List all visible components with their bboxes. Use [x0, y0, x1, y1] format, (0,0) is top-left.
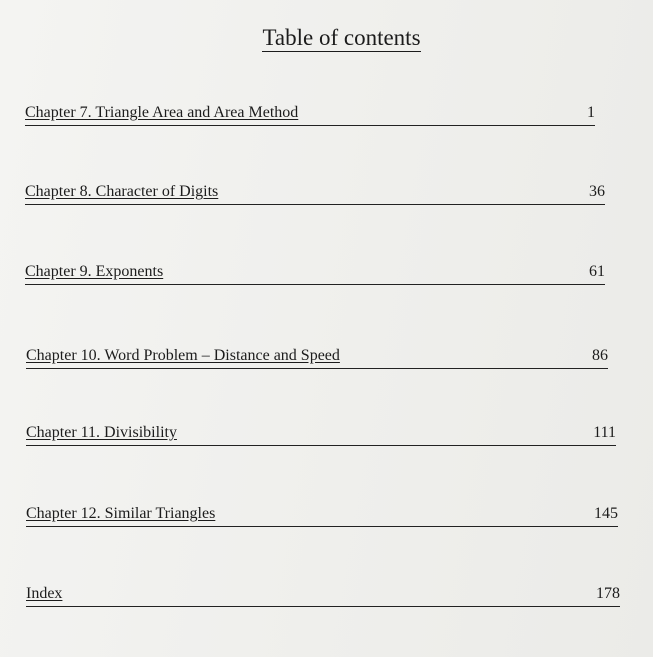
- toc-entry-label: Chapter 10. Word Problem – Distance and Speed: [26, 347, 340, 364]
- toc-entry-page-number: 145: [594, 505, 618, 522]
- toc-entry-chapter-11: [26, 421, 616, 446]
- toc-entry-label: Chapter 11. Divisibility: [26, 424, 177, 441]
- toc-entry-chapter-12: [26, 502, 618, 527]
- toc-entry-label: Chapter 9. Exponents: [25, 263, 164, 280]
- toc-entry-label: Chapter 8. Character of Digits: [25, 183, 219, 200]
- toc-entry-label: Index: [26, 585, 63, 602]
- toc-entry-page-number: 111: [593, 424, 616, 441]
- page-title-text: Table of contents: [262, 25, 421, 50]
- toc-entry-label: Chapter 7. Triangle Area and Area Method: [25, 104, 299, 121]
- page-title: [0, 23, 653, 53]
- toc-entry-page-number: 1: [587, 104, 595, 121]
- toc-entry-page-number: 86: [592, 347, 608, 364]
- toc-entry-chapter-10: [26, 344, 608, 369]
- toc-entry-chapter-9: [25, 260, 605, 285]
- toc-entry-page-number: 36: [589, 183, 605, 200]
- toc-entry-chapter-7: [25, 101, 595, 126]
- toc-entry-index: [26, 582, 620, 607]
- toc-entry-page-number: 178: [596, 585, 620, 602]
- toc-entry-page-number: 61: [589, 263, 605, 280]
- toc-entry-label: Chapter 12. Similar Triangles: [26, 505, 216, 522]
- toc-entry-chapter-8: [25, 180, 605, 205]
